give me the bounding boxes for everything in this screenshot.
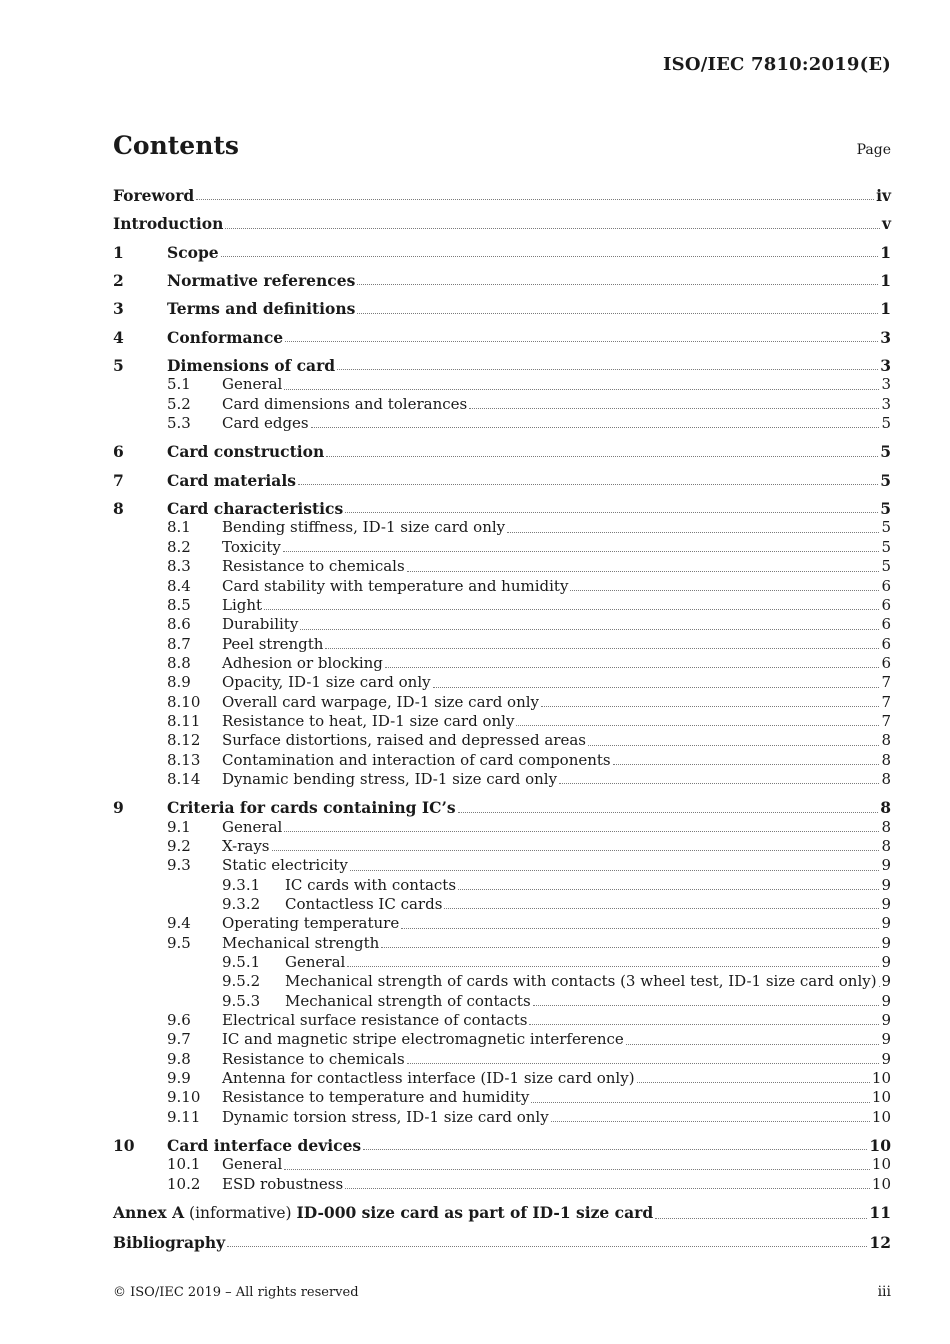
toc-entry-title <box>285 876 456 895</box>
toc-entry-title <box>222 577 568 596</box>
toc-entry-title <box>222 934 379 953</box>
dot-leader <box>507 531 879 533</box>
toc-entry[interactable] <box>113 1108 891 1127</box>
toc-entry-number: 9.9 <box>167 1069 191 1088</box>
toc-entry-page: 8 <box>881 731 891 750</box>
dot-leader <box>541 705 879 707</box>
toc-entry-number: 10 <box>113 1136 135 1156</box>
dot-leader <box>588 744 879 746</box>
toc-entry-page: iv <box>876 186 891 205</box>
toc-entry[interactable] <box>113 693 891 712</box>
toc-entry[interactable] <box>113 635 891 654</box>
toc-entry[interactable] <box>113 914 891 933</box>
toc-entry-page: 9 <box>881 933 891 952</box>
dot-leader <box>284 1168 870 1170</box>
toc-entry-title-text: Bibliography <box>113 1232 226 1252</box>
dot-leader <box>381 946 879 948</box>
toc-entry-page: 9 <box>881 991 891 1010</box>
toc-entry-page: 1 <box>880 299 891 319</box>
toc-entry-page: 5 <box>880 499 891 519</box>
toc-entry-title-text: Toxicity <box>222 537 281 556</box>
toc-entry-page: 7 <box>881 711 891 730</box>
copyright-notice: © ISO/IEC 2019 – All rights reserved <box>113 1285 359 1300</box>
toc-entry-page: 9 <box>881 953 891 972</box>
toc-entry-title-text: Mechanical strength <box>222 933 380 952</box>
toc-entry-title <box>167 442 324 461</box>
toc-entry-annex-qualifier: (informative) <box>184 1204 297 1223</box>
toc-entry-number: 9.7 <box>167 1030 191 1049</box>
toc-entry-title <box>222 1050 405 1069</box>
toc-entry[interactable] <box>113 414 891 433</box>
toc-entry-title-text: Card interface devices <box>167 1136 362 1156</box>
toc-entry-title <box>285 972 877 991</box>
toc-entry-number: 1 <box>113 242 124 262</box>
toc-entry-title <box>167 328 283 347</box>
toc-entry-number: 8.5 <box>167 595 191 614</box>
toc-entry-number: 9.6 <box>167 1011 191 1030</box>
toc-entry-number: 9.3.1 <box>222 875 261 894</box>
toc-entry-title-text: Terms and definitions <box>167 299 356 319</box>
toc-entry-title <box>222 596 262 615</box>
toc-entry-title <box>167 798 456 817</box>
toc-entry[interactable] <box>113 1030 891 1049</box>
toc-entry-title-text: Contamination and interaction of card components <box>222 750 611 769</box>
toc-entry-number: 9.2 <box>167 836 191 855</box>
toc-entry-number: 9.8 <box>167 1049 191 1068</box>
toc-entry-page: 9 <box>881 856 891 875</box>
toc-entry-title-text: Electrical surface resistance of contacts <box>222 1011 528 1030</box>
toc-entry-title-text: Mechanical strength of contacts <box>285 991 531 1010</box>
toc-entry-page: 9 <box>881 1049 891 1068</box>
toc-entry-page: 9 <box>881 1011 891 1030</box>
toc-entry-title-text: General <box>222 375 283 394</box>
dot-leader <box>433 686 880 688</box>
dot-leader <box>326 455 878 457</box>
dot-leader <box>225 227 880 229</box>
toc-entry-number: 3 <box>113 299 124 319</box>
page-title: Contents <box>113 131 240 160</box>
toc-entry-title-text: Contactless IC cards <box>285 895 443 913</box>
dot-leader <box>283 550 880 552</box>
dot-leader <box>284 830 879 832</box>
toc-entry-page: 5 <box>881 557 891 576</box>
toc-entry[interactable] <box>113 471 891 490</box>
toc-entry[interactable] <box>113 673 891 692</box>
toc-entry-number: 8.6 <box>167 615 191 634</box>
toc-entry-page: 8 <box>881 836 891 855</box>
toc-entry-title <box>222 375 282 394</box>
toc-entry-title-text: Dynamic torsion stress, ID-1 size card only <box>222 1107 549 1126</box>
toc-entry-number: 10.2 <box>167 1174 201 1193</box>
toc-entry-title <box>222 673 431 692</box>
toc-entry-title-text: ESD robustness <box>222 1174 344 1193</box>
toc-entry-page: 10 <box>871 1069 891 1088</box>
toc-entry-title <box>113 1203 653 1223</box>
dot-leader <box>655 1217 867 1219</box>
dot-leader <box>613 763 880 765</box>
dot-leader <box>345 511 878 513</box>
toc-entry-page: 6 <box>881 653 891 672</box>
dot-leader <box>385 666 880 668</box>
toc-entry-number: 9.11 <box>167 1107 201 1126</box>
toc-entry-number: 8.8 <box>167 653 191 672</box>
toc-entry-title <box>222 693 539 712</box>
toc-entry-title-text: Opacity, ID-1 size card only <box>222 673 431 692</box>
toc-entry[interactable] <box>113 577 891 596</box>
toc-entry[interactable] <box>113 798 891 817</box>
toc-entry-page: 9 <box>881 972 891 991</box>
toc-entry-number: 7 <box>113 470 124 490</box>
page-column-label: Page <box>856 142 891 158</box>
toc-entry-page: 7 <box>881 692 891 711</box>
toc-entry-title <box>167 499 343 518</box>
toc-entry-title-text: General <box>222 817 283 836</box>
toc-entry[interactable] <box>113 1175 891 1194</box>
toc-entry-number: 6 <box>113 442 124 462</box>
toc-entry[interactable] <box>113 837 891 856</box>
toc-entry-number: 5.1 <box>167 375 191 394</box>
toc-entry-page: 3 <box>880 356 891 376</box>
toc-entry[interactable] <box>113 299 891 318</box>
toc-entry-page: 5 <box>881 537 891 556</box>
toc-entry-number: 9 <box>113 798 124 818</box>
toc-entry-title <box>167 271 355 290</box>
toc-entry-page: 9 <box>881 1030 891 1049</box>
toc-entry-page: 3 <box>881 375 891 394</box>
dot-leader <box>350 869 880 871</box>
toc-entry-page: 9 <box>881 895 891 913</box>
dot-leader <box>879 985 880 987</box>
toc-entry-number: 8.11 <box>167 711 201 730</box>
toc-entry-title-text: X-rays <box>222 836 270 855</box>
toc-entry-title-text: Static electricity <box>222 856 348 875</box>
toc-entry-number: 8.13 <box>167 750 201 769</box>
dot-leader <box>284 388 879 390</box>
toc-entry-title <box>222 914 399 933</box>
toc-entry-title-text: Foreword <box>113 186 195 205</box>
toc-entry-number: 2 <box>113 271 124 291</box>
toc-entry[interactable] <box>113 654 891 673</box>
toc-entry-page: 10 <box>871 1088 891 1107</box>
toc-entry-page: 5 <box>881 414 891 433</box>
toc-entry[interactable] <box>113 271 891 290</box>
toc-entry-title <box>222 751 611 770</box>
toc-entry-title <box>222 1011 527 1030</box>
toc-entry-title-text: Annex A <box>113 1203 185 1223</box>
toc-entry-page: 1 <box>880 271 891 291</box>
dot-leader <box>444 907 879 909</box>
toc-entry[interactable] <box>113 751 891 770</box>
dot-leader <box>533 1004 880 1006</box>
toc-entry-title <box>222 557 405 576</box>
toc-entry[interactable] <box>113 972 891 991</box>
dot-leader <box>407 570 880 572</box>
toc-entry-title-text: Antenna for contactless interface (ID-1 size card only) <box>222 1069 635 1088</box>
toc-entry-title-text: Durability <box>222 615 299 634</box>
toc-entry-page: 10 <box>871 1107 891 1126</box>
dot-leader <box>298 483 878 485</box>
toc-entry-title-text: Card materials <box>167 470 296 490</box>
dot-leader <box>272 849 880 851</box>
toc-entry[interactable] <box>113 856 891 875</box>
toc-entry[interactable] <box>113 538 891 557</box>
dot-leader <box>559 782 879 784</box>
dot-leader <box>357 312 878 314</box>
toc-entry-number: 9.1 <box>167 817 191 836</box>
toc-entry-number: 8.2 <box>167 537 191 556</box>
toc-entry-page: 8 <box>881 769 891 788</box>
toc-entry-page: 9 <box>881 875 891 894</box>
toc-entry-number: 10.1 <box>167 1155 201 1174</box>
toc-entry-page: 8 <box>881 750 891 769</box>
toc-entry[interactable] <box>113 712 891 731</box>
dot-leader <box>264 608 879 610</box>
toc-entry-number: 9.3 <box>167 856 191 875</box>
toc-entry-title <box>222 1030 624 1049</box>
toc-entry-title-text: Resistance to chemicals <box>222 557 405 576</box>
toc-entry-title <box>167 471 296 490</box>
toc-entry-title <box>222 654 383 673</box>
dot-leader <box>401 927 879 929</box>
toc-entry-number: 9.10 <box>167 1088 201 1107</box>
dot-leader <box>325 647 879 649</box>
toc-entry[interactable] <box>113 518 891 537</box>
toc-entry-number: 9.5.3 <box>222 991 261 1010</box>
dot-leader <box>337 368 878 370</box>
dot-leader <box>196 198 874 200</box>
dot-leader <box>227 1245 867 1247</box>
dot-leader <box>570 589 879 591</box>
toc-entry-page: 5 <box>880 470 891 490</box>
toc-entry-title-text: Scope <box>167 242 219 262</box>
toc-entry[interactable] <box>113 992 891 1011</box>
toc-entry[interactable] <box>113 596 891 615</box>
toc-entry-title <box>222 518 505 537</box>
dot-leader <box>637 1081 870 1083</box>
toc-entry-number: 8.14 <box>167 769 201 788</box>
dot-leader <box>516 724 879 726</box>
toc-entry-page: 6 <box>881 634 891 653</box>
toc-entry[interactable] <box>113 395 891 414</box>
toc-entry[interactable] <box>113 731 891 750</box>
toc-entry-page: 10 <box>869 1136 891 1156</box>
toc-entry-title <box>222 712 514 731</box>
dot-leader <box>529 1023 879 1025</box>
toc-entry-page: v <box>881 214 891 234</box>
dot-leader <box>345 1187 870 1189</box>
toc-entry[interactable] <box>113 356 891 375</box>
dot-leader <box>626 1043 880 1045</box>
toc-entry[interactable] <box>113 953 891 972</box>
toc-entry-title <box>113 214 223 233</box>
toc-entry-title-text: Card edges <box>222 414 309 433</box>
toc-entry-title-text: Criteria for cards containing IC’s <box>167 798 456 818</box>
toc-entry-title-text: Surface distortions, raised and depressed areas <box>222 731 586 750</box>
toc-entry-title <box>113 1233 225 1252</box>
toc-entry-title-text: Light <box>222 595 263 614</box>
toc-entry-title-text: Resistance to temperature and humidity <box>222 1088 530 1107</box>
toc-entry-title <box>222 856 348 875</box>
toc-entry-number: 8.9 <box>167 673 191 692</box>
toc-entry-title <box>222 770 557 789</box>
dot-leader <box>458 888 879 890</box>
dot-leader <box>357 283 878 285</box>
toc-entry[interactable] <box>113 818 891 837</box>
toc-entry-number: 5 <box>113 356 124 376</box>
toc-entry[interactable] <box>113 1233 891 1252</box>
toc-entry-title-text: Overall card warpage, ID-1 size card only <box>222 692 540 711</box>
toc-entry-title-text: Dynamic bending stress, ID-1 size card only <box>222 769 558 788</box>
toc-entry-page: 5 <box>881 518 891 537</box>
table-of-contents <box>113 186 891 1252</box>
toc-entry[interactable] <box>113 1136 891 1155</box>
toc-entry-title <box>285 895 442 914</box>
toc-entry-page: 8 <box>880 798 891 818</box>
toc-entry-number: 9.5 <box>167 933 191 952</box>
dot-leader <box>300 628 879 630</box>
toc-entry-number: 8.12 <box>167 731 201 750</box>
toc-entry[interactable] <box>113 186 891 205</box>
toc-entry-number: 9.3.2 <box>222 895 261 913</box>
toc-entry[interactable] <box>113 895 891 914</box>
toc-entry[interactable] <box>113 770 891 789</box>
toc-entry[interactable] <box>113 1155 891 1174</box>
toc-entry-number: 8 <box>113 499 124 519</box>
toc-entry-title-text: General <box>222 1155 283 1174</box>
toc-entry-title <box>167 243 219 262</box>
toc-entry-title <box>222 538 281 557</box>
toc-entry-title-text: Normative references <box>167 271 356 291</box>
toc-entry-page: 6 <box>881 595 891 614</box>
toc-entry-title-text: Card stability with temperature and humidity <box>222 576 569 595</box>
toc-entry-page: 1 <box>880 242 891 262</box>
toc-entry-number: 5.2 <box>167 394 191 413</box>
toc-entry-title <box>222 1108 549 1127</box>
toc-entry-title <box>285 953 345 972</box>
toc-entry-number: 5.3 <box>167 414 191 433</box>
toc-entry[interactable] <box>113 1069 891 1088</box>
toc-entry-title-text: Operating temperature <box>222 914 400 933</box>
toc-entry-title <box>167 1136 361 1155</box>
toc-entry[interactable] <box>113 1203 891 1223</box>
toc-entry-title <box>167 356 335 375</box>
page-number: iii <box>877 1284 891 1300</box>
dot-leader <box>407 1062 880 1064</box>
dot-leader <box>221 255 879 257</box>
toc-entry[interactable] <box>113 243 891 262</box>
toc-entry-title <box>222 818 282 837</box>
toc-entry[interactable] <box>113 1088 891 1107</box>
document-id: ISO/IEC 7810:2019(E) <box>663 54 891 75</box>
toc-entry-title <box>222 615 298 634</box>
toc-entry-title-text: Card characteristics <box>167 499 344 519</box>
toc-entry-page: 7 <box>881 673 891 692</box>
toc-entry-title-text: Introduction <box>113 214 224 234</box>
dot-leader <box>458 811 879 813</box>
toc-entry-title-text: Card construction <box>167 442 325 462</box>
toc-entry-page: 6 <box>881 576 891 595</box>
toc-entry[interactable] <box>113 442 891 461</box>
toc-entry-title <box>285 992 531 1011</box>
toc-entry-title <box>222 1088 529 1107</box>
toc-entry-title-text: Conformance <box>167 327 284 347</box>
toc-entry[interactable] <box>113 934 891 953</box>
toc-entry[interactable] <box>113 328 891 347</box>
toc-entry-title-text: Resistance to chemicals <box>222 1049 405 1068</box>
toc-entry-title-text: Mechanical strength of cards with contacts (3 wheel test, ID-1 size card only) <box>285 972 877 991</box>
toc-entry[interactable] <box>113 214 891 233</box>
toc-entry-title <box>222 635 323 654</box>
toc-entry-title <box>113 186 194 205</box>
toc-entry-title <box>222 395 467 414</box>
toc-entry-page: 3 <box>881 394 891 413</box>
toc-entry-page: 6 <box>881 615 891 634</box>
toc-entry[interactable] <box>113 557 891 576</box>
toc-entry-title-text: IC cards with contacts <box>285 875 457 894</box>
dot-leader <box>311 426 880 428</box>
toc-entry[interactable] <box>113 1011 891 1030</box>
toc-entry-number: 8.1 <box>167 518 191 537</box>
toc-entry-title <box>222 731 586 750</box>
toc-entry-number: 8.7 <box>167 634 191 653</box>
toc-entry-title-text: Adhesion or blocking <box>222 653 383 672</box>
toc-entry-title-text: Bending stiffness, ID-1 size card only <box>222 518 506 537</box>
toc-entry-title-text: General <box>285 953 346 972</box>
dot-leader <box>347 965 879 967</box>
toc-entry-page: 9 <box>881 914 891 933</box>
toc-entry-title <box>222 1069 635 1088</box>
toc-entry-title-text: Peel strength <box>222 634 324 653</box>
toc-entry[interactable] <box>113 375 891 394</box>
toc-entry-number: 9.5.2 <box>222 972 261 991</box>
toc-entry[interactable] <box>113 876 891 895</box>
toc-entry-page: 11 <box>869 1203 891 1223</box>
toc-entry-page: 10 <box>871 1155 891 1174</box>
toc-entry-page: 12 <box>869 1232 891 1252</box>
dot-leader <box>469 407 879 409</box>
toc-entry-number: 4 <box>113 327 124 347</box>
dot-leader <box>285 340 878 342</box>
toc-entry-title <box>222 1175 343 1194</box>
toc-entry-title <box>222 837 270 856</box>
toc-entry-title-text: Card dimensions and tolerances <box>222 394 468 413</box>
toc-entry-number: 9.4 <box>167 914 191 933</box>
toc-entry-title <box>167 299 355 318</box>
toc-entry-number: 8.4 <box>167 576 191 595</box>
toc-entry[interactable] <box>113 1050 891 1069</box>
toc-entry-number: 8.10 <box>167 692 201 711</box>
toc-entry-title-text: Resistance to heat, ID-1 size card only <box>222 711 515 730</box>
toc-entry-annex-title: ID-000 size card as part of ID-1 size card <box>296 1203 654 1223</box>
toc-entry-number: 8.3 <box>167 557 191 576</box>
dot-leader <box>551 1120 870 1122</box>
toc-entry[interactable] <box>113 499 891 518</box>
dot-leader <box>531 1101 870 1103</box>
dot-leader <box>363 1148 867 1150</box>
toc-entry-title-text: Dimensions of card <box>167 356 336 376</box>
toc-entry-title-text: IC and magnetic stripe electromagnetic interference <box>222 1030 624 1049</box>
toc-entry-page: 5 <box>880 442 891 462</box>
toc-entry-title <box>222 414 309 433</box>
toc-entry-page: 8 <box>881 817 891 836</box>
toc-entry-page: 10 <box>871 1174 891 1193</box>
toc-entry[interactable] <box>113 615 891 634</box>
toc-entry-number: 9.5.1 <box>222 953 261 972</box>
toc-entry-title <box>222 1155 282 1174</box>
toc-entry-page: 3 <box>880 327 891 347</box>
